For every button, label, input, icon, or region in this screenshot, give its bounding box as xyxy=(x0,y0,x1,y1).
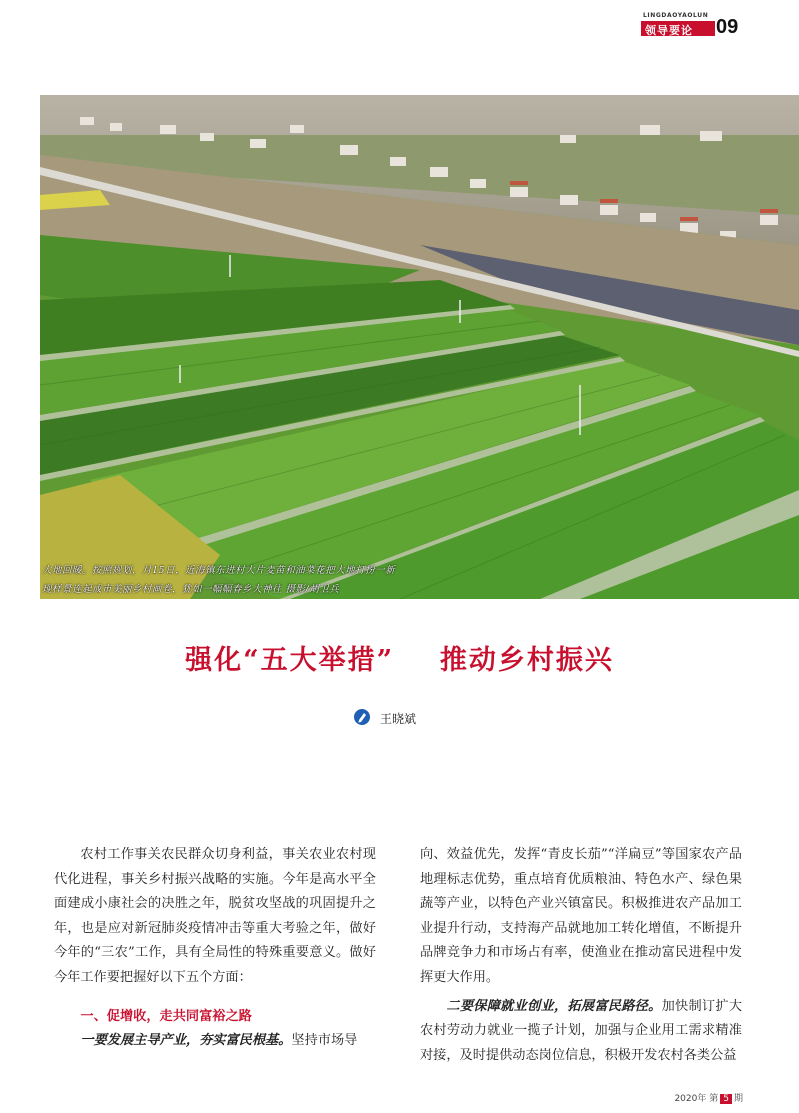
section-2-text: 加快制订扩大农村劳动力就业一揽子计划，加强与企业用工需求精准对接，及时提供动态岗位信息，积极开发农村各类公益 xyxy=(420,998,743,1063)
section-1-text-continued: 向、效益优先，发挥“青皮长茄”“洋扁豆”等国家农产品地理标志优势，重点培育优质粮油、特色水产、绿色果蔬等产业，以特色产业兴镇富民。积极推进农产品加工业提升行动，支持海产品就地加工转化增值，不断提升品牌竞争力和市场占有率，使渔业在推动富民进程中发挥更大作用。 xyxy=(420,847,742,985)
caption-line-1: 大地回暖。按照规划，月15日，近海镇东进村大片麦苗和油菜花把大地打扮一新 xyxy=(42,565,396,576)
article-title: 强化“五大举措” 推动乡村振兴 xyxy=(185,645,614,676)
body-column-right xyxy=(420,843,742,1068)
section-2-lead: 二要保障就业创业，拓展富民路径。 xyxy=(446,998,662,1014)
issue-prefix: 第 xyxy=(709,1094,719,1104)
page-number: 09 xyxy=(716,16,739,38)
column-label: 领导要论 xyxy=(645,24,693,37)
issue-footer xyxy=(674,1091,743,1104)
issue-year: 2020年 xyxy=(674,1094,707,1104)
issue-number: 5 xyxy=(720,1094,732,1104)
section-1-heading: 一、促增收，走共同富裕之路 xyxy=(80,1008,252,1024)
issue-suffix: 期 xyxy=(733,1094,743,1104)
section-1-lead-line xyxy=(54,1029,376,1054)
pen-icon xyxy=(354,709,370,725)
intro-paragraph: 农村工作事关农民群众切身利益，事关农业农村现代化进程，事关乡村振兴战略的实施。今年是高水平全面建成小康社会的决胜之年，脱贫攻坚战的巩固提升之年，也是应对新冠肺炎疫情冲击等重大考验之年，做好今年的“三农”工作，具有全局性的特殊重要意义。做好今年工作要把握好以下五个方面： xyxy=(54,847,376,985)
photo-caption xyxy=(42,561,502,599)
farmland-illustration xyxy=(40,95,799,599)
column-pinyin: LINGDAOYAOLUN xyxy=(643,12,709,19)
page-header xyxy=(641,12,745,38)
aerial-farmland-photo xyxy=(40,95,799,599)
caption-line-2: 现样景连起成市美丽乡村画卷，犹如一幅幅春乡大神往 摄影/胡卫兵 xyxy=(42,584,340,595)
section-1-lead: 一要发展主导产业，夯实富民根基。 xyxy=(80,1033,292,1049)
section-2-paragraph xyxy=(420,995,742,1069)
section-1-text-start: 坚持市场导 xyxy=(291,1033,358,1049)
body-column-left xyxy=(54,843,376,1054)
author-name: 王晓斌 xyxy=(380,712,417,726)
